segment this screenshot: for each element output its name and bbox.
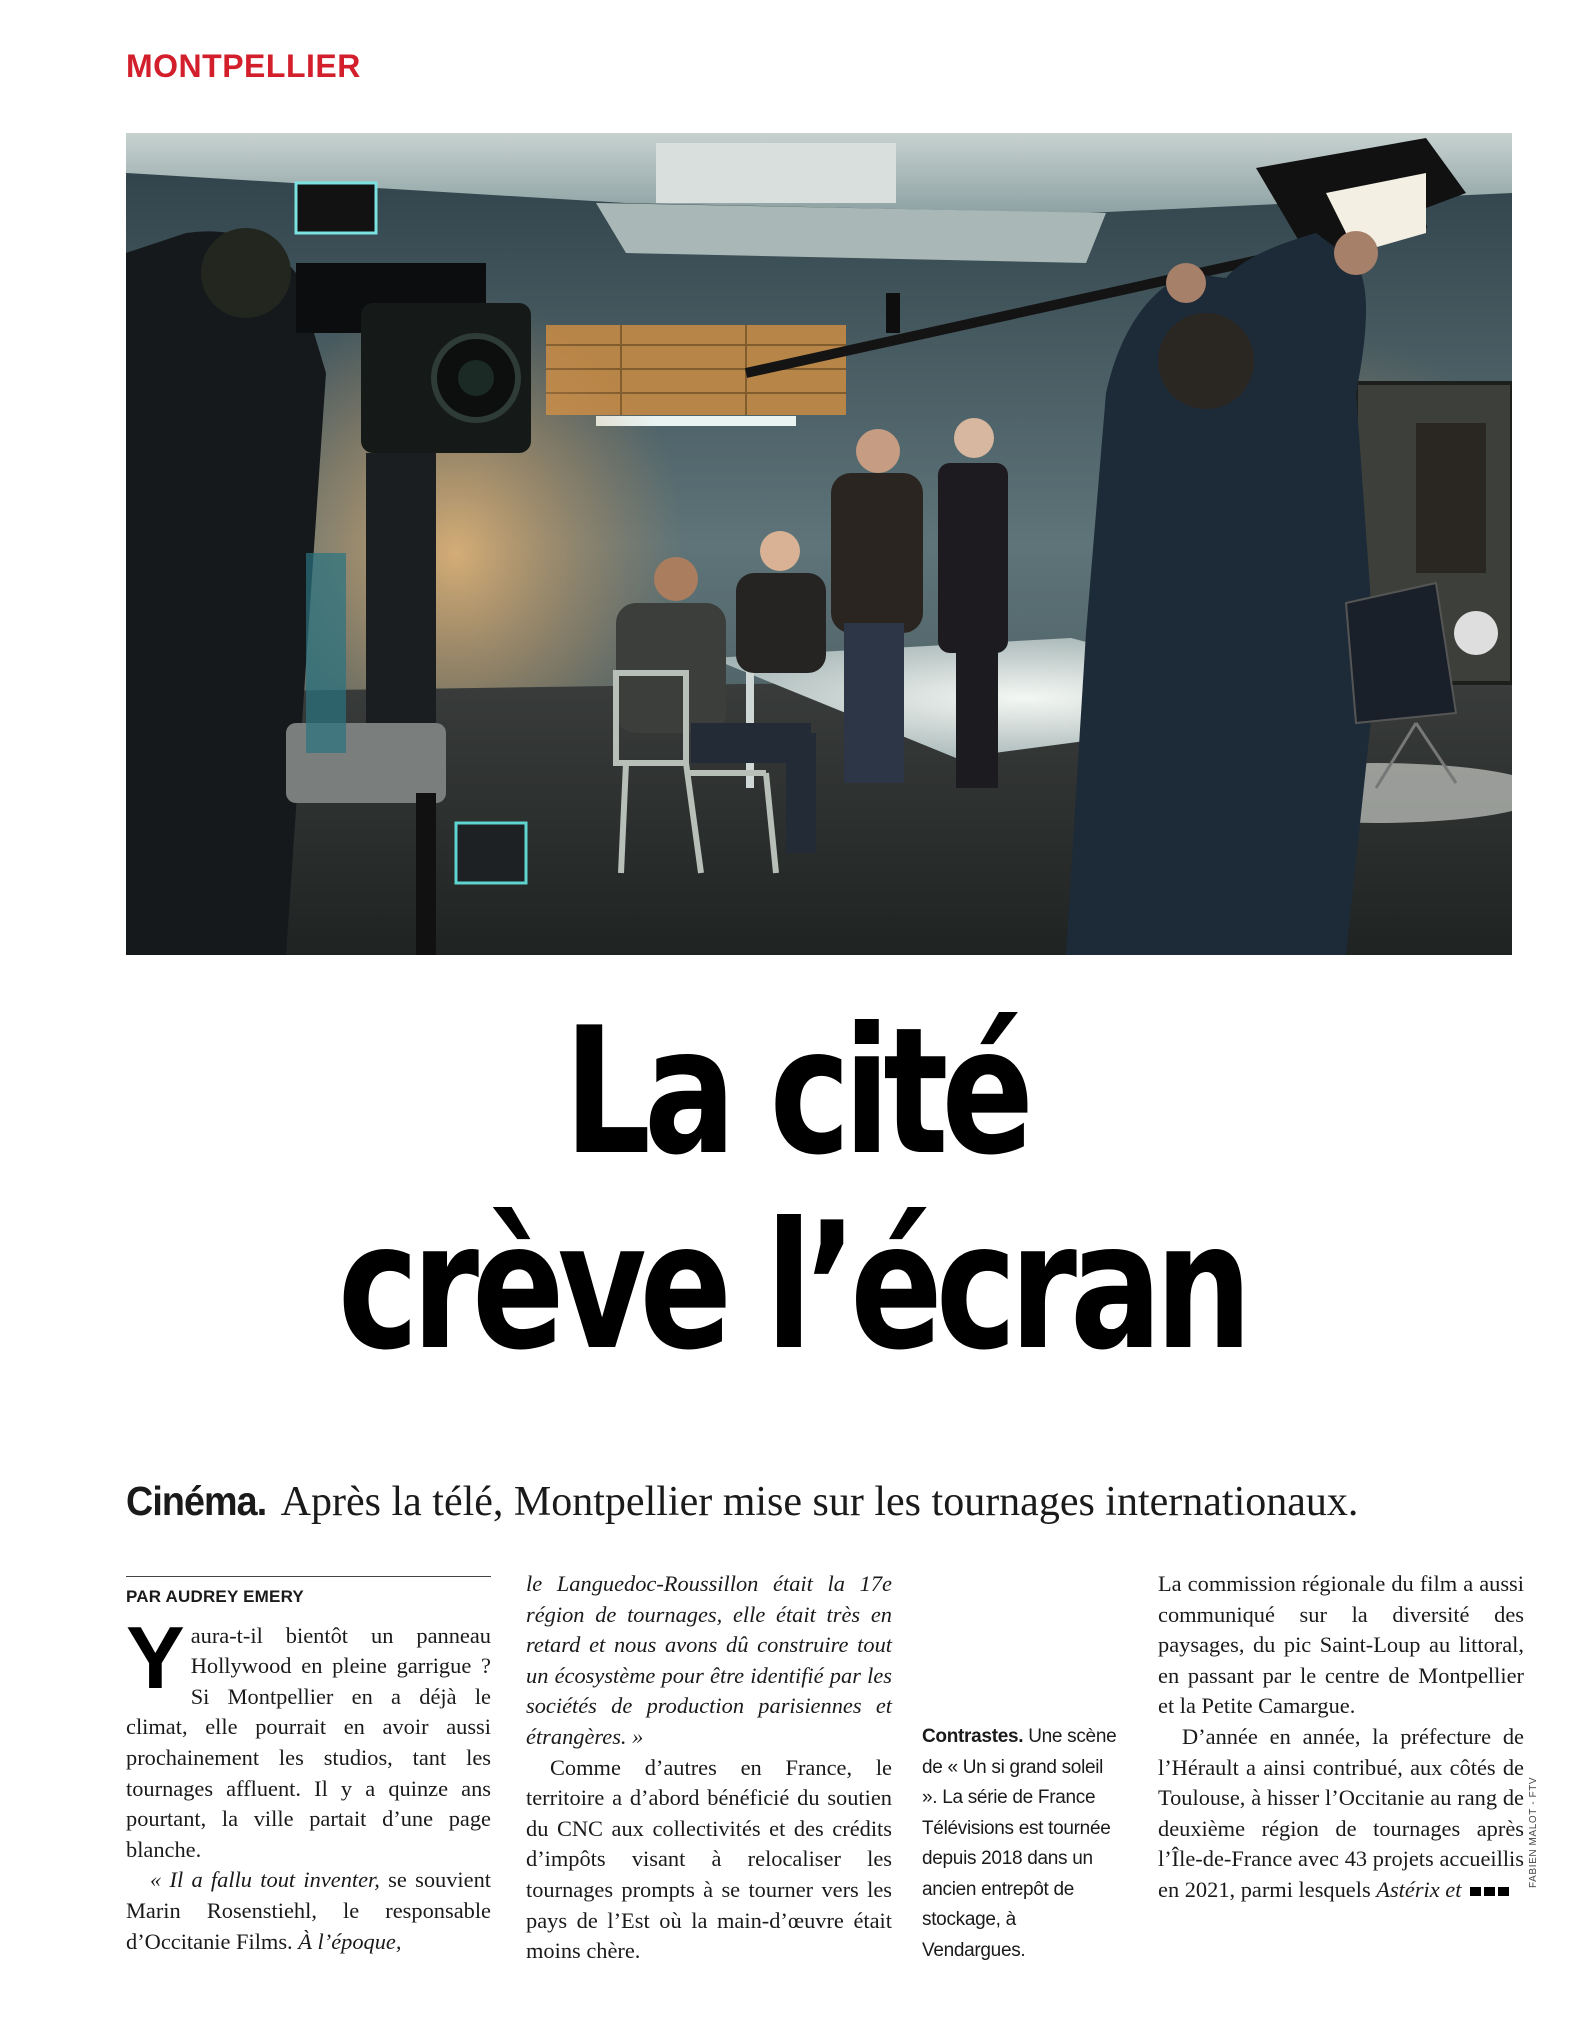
standfirst-kicker: Cinéma. bbox=[126, 1478, 267, 1524]
paragraph: Comme d’autres en France, le territoire a d’abord bénéficié du soutien du CNC aux collectivités et des crédits d’impôts visant à relocaliser les tournages prompts à se tourner vers les pays de l’Est où la main-d’œuvre était moins chère. bbox=[526, 1754, 892, 1964]
paragraph bbox=[126, 1865, 491, 1957]
quote-paragraph: le Languedoc-Roussillon était la 17e région de tournages, elle était très en retard et nous avons dû construire tout un écosystème pour être identifié par les sociétés de production parisiennes et étrangères. » bbox=[526, 1571, 892, 1749]
quote-text: À l’époque, bbox=[298, 1928, 402, 1954]
lead-paragraph bbox=[126, 1607, 491, 1866]
continued-mark bbox=[1470, 1887, 1481, 1896]
article-column-1 bbox=[126, 1572, 491, 1957]
standfirst bbox=[126, 1478, 1526, 1525]
byline: PAR AUDREY EMERY bbox=[126, 1587, 304, 1606]
photo-caption bbox=[922, 1722, 1122, 1966]
lead-text: aura-t-il bientôt un panneau Hollywood en pleine garrigue ? Si Montpellier en a déjà le climat, elle pourrait en avoir aussi prochainement les studios, tant les tournages affluent. Il y a quinze ans pourtant, la ville partait d’une page blanche. bbox=[126, 1622, 491, 1862]
caption-title: Contrastes. bbox=[922, 1726, 1024, 1747]
article-column-4 bbox=[1158, 1569, 1524, 1906]
quote-text: « Il a fallu tout inventer, bbox=[150, 1867, 380, 1893]
caption-text: Une scène de « Un si grand soleil ». La série de France Télévisions est tournée depuis 2018 dans un ancien entrepôt de stockage, à Vendargues. bbox=[922, 1726, 1117, 1961]
drop-cap: Y bbox=[126, 1607, 185, 1707]
continued-mark bbox=[1484, 1887, 1495, 1896]
paragraph bbox=[1158, 1722, 1524, 1906]
headline-line-2: crève l’écran bbox=[337, 1186, 1246, 1389]
photo-credit: FABIEN MALOT - FTV bbox=[1528, 1776, 1539, 1888]
italic-title: Astérix et bbox=[1376, 1876, 1462, 1902]
paragraph: La commission régionale du film a aussi communiqué sur la diversité des paysages, du pic Saint-Loup au littoral, en passant par le centre de Montpellier et la Petite Camargue. bbox=[1158, 1571, 1524, 1719]
continued-mark bbox=[1498, 1887, 1509, 1896]
film-set-photo bbox=[126, 133, 1512, 955]
paragraph-text: D’année en année, la préfecture de l’Hérault a ainsi contribué, aux côtés de Toulouse, à hisser l’Occitanie au rang de deuxième région de tournages après l’Île-de-France avec 43 projets accueillis en 2021, parmi lesquels bbox=[1158, 1723, 1524, 1902]
section-label: MONTPELLIER bbox=[126, 48, 361, 84]
headline-line-1: La cité bbox=[563, 991, 1028, 1194]
article-column-2 bbox=[526, 1569, 892, 1967]
standfirst-text: Après la télé, Montpellier mise sur les tournages internationaux. bbox=[272, 1479, 1359, 1525]
paragraph-text: se souvient Marin Rosenstiehl, le responsable d’Occitanie Films. bbox=[126, 1867, 491, 1954]
